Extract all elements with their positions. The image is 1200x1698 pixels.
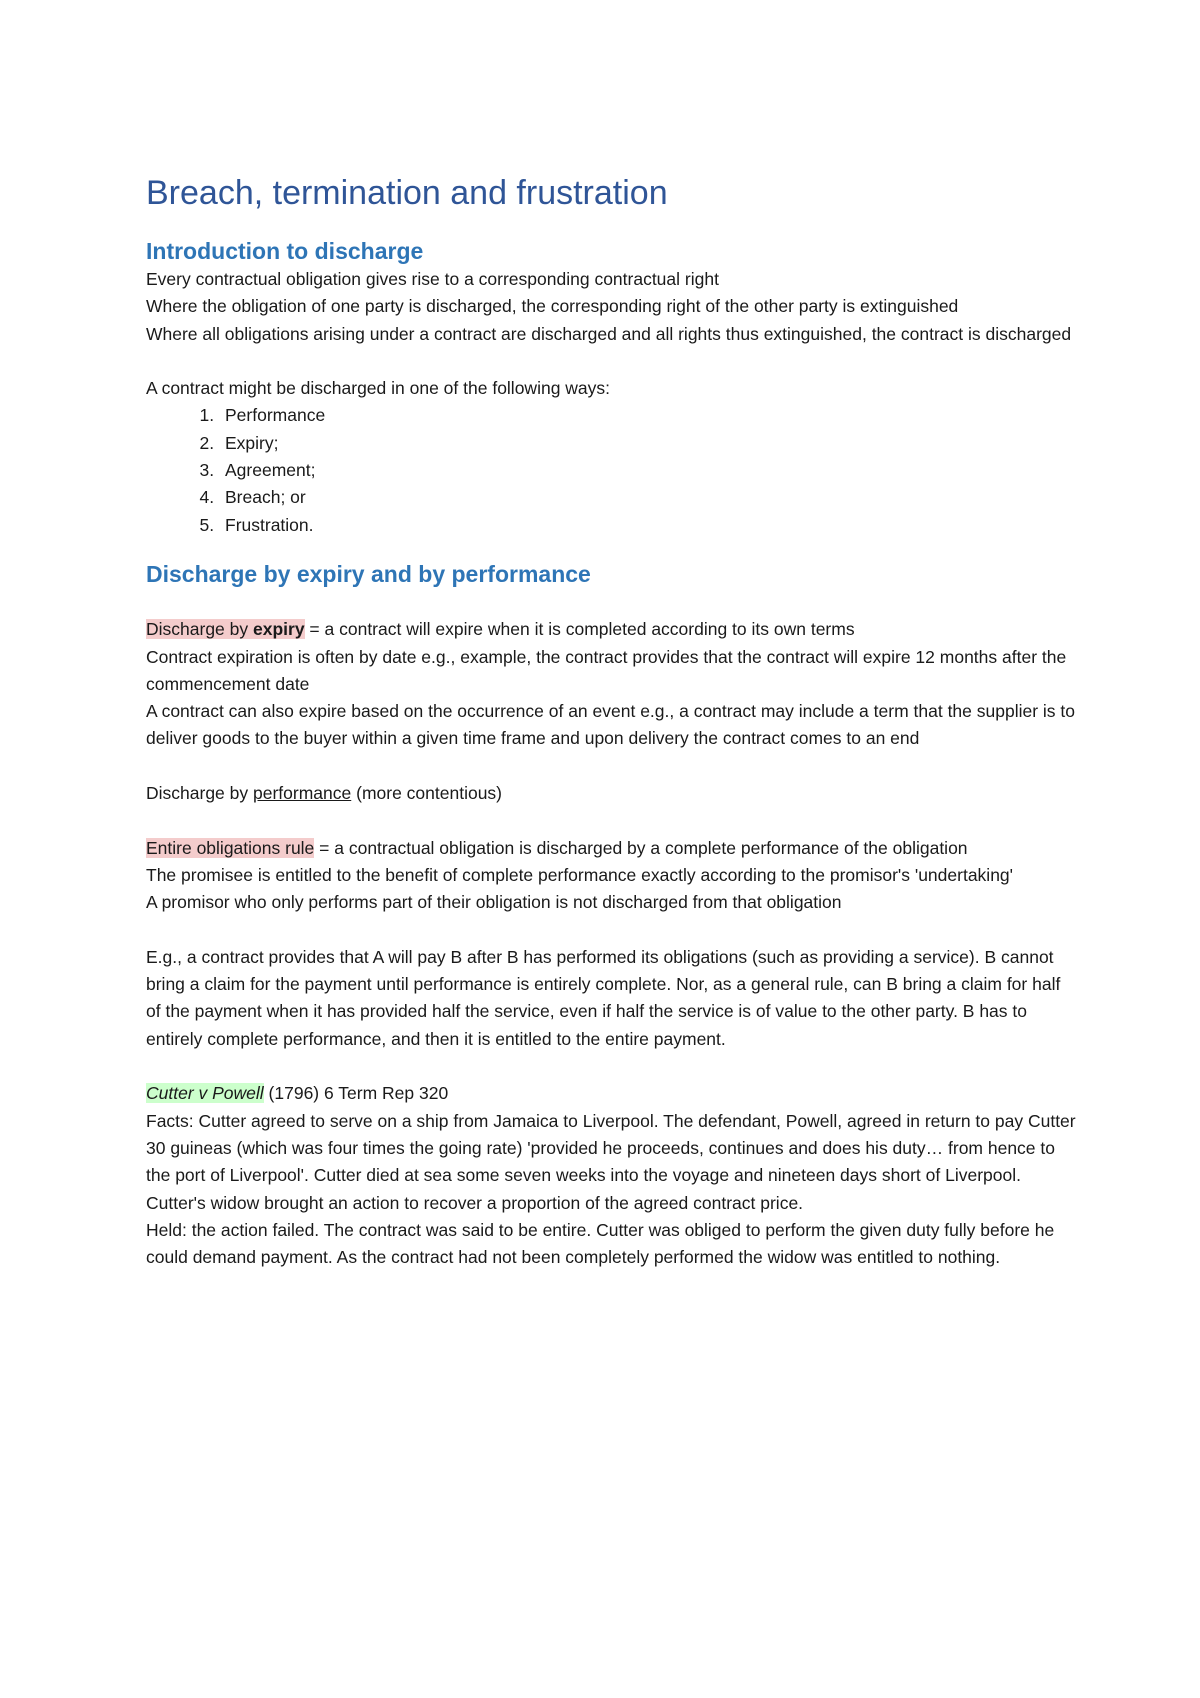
highlighted-term xyxy=(146,619,305,639)
document-page xyxy=(146,170,1076,1271)
list-item: 1. Performance xyxy=(219,402,1076,429)
spacer xyxy=(146,807,1076,834)
intro-paragraph-2: Where the obligation of one party is discharged, the corresponding right of the other party is extinguished xyxy=(146,296,959,317)
list-item: 3. Agreement; xyxy=(219,457,1076,484)
spacer xyxy=(146,753,1076,780)
definition-text: = a contractual obligation is discharged by a complete performance of the obligation xyxy=(314,837,968,858)
promisee-paragraph: The promisee is entitled to the benefit of complete performance exactly according to the promisor's 'undertaking' xyxy=(146,864,1014,885)
intro-paragraph-3: Where all obligations arising under a contract are discharged and all rights thus extinguished, the contract is discharged xyxy=(146,323,1072,344)
example-paragraph: E.g., a contract provides that A will pay B after B has performed its obligations (such as providing a service). B cannot bring a claim for the payment until performance is entirely complete. Nor, as a general rule, can B bring a claim for half of the payment when it has provided half the service, even if half the service is of value to the other party. B has to entirely complete performance, and then it is entitled to the entire payment. xyxy=(146,946,1061,1049)
highlighted-term: Entire obligations rule xyxy=(146,837,315,858)
term-keyword: expiry xyxy=(253,619,305,640)
spacer xyxy=(146,539,1076,549)
list-item: 4. Breach; or xyxy=(219,484,1076,511)
expiry-paragraph-2: Contract expiration is often by date e.g., example, the contract provides that the contract will expire 12 months after the commencement date xyxy=(146,646,1067,694)
discharge-methods-list xyxy=(146,402,1076,538)
list-item: 2. Expiry; xyxy=(219,430,1076,457)
list-lead: A contract might be discharged in one of the following ways: xyxy=(146,378,611,399)
definition-text: = a contract will expire when it is completed according to its own terms xyxy=(304,619,855,640)
heading-introduction: Introduction to discharge xyxy=(146,238,424,264)
case-heading xyxy=(146,1080,1076,1107)
spacer xyxy=(146,589,1076,616)
promisor-paragraph: A promisor who only performs part of their obligation is not discharged from that obligation xyxy=(146,892,842,913)
heading-expiry-performance: Discharge by expiry and by performance xyxy=(146,560,591,587)
expiry-paragraph-3: A contract can also expire based on the occurrence of an event e.g., a contract may include a term that the supplier is to deliver goods to the buyer within a given time frame and upon delivery the contract comes to an end xyxy=(146,701,1075,749)
case-facts: Facts: Cutter agreed to serve on a ship from Jamaica to Liverpool. The defendant, Powell, agreed in return to pay Cutter 30 guineas (which was four times the going rate) 'provided he proceeds, continues and does his duty… from hence to the port of Liverpool'. Cutter died at sea some seven weeks into the voyage and nineteen days short of Liverpool. Cutter's widow brought an action to recover a proportion of the agreed contract price. xyxy=(146,1110,1076,1213)
spacer xyxy=(146,917,1076,944)
intro-paragraph-1: Every contractual obligation gives rise to a corresponding contractual right xyxy=(146,269,719,289)
term-prefix: Discharge by xyxy=(146,619,253,640)
case-held: Held: the action failed. The contract was said to be entire. Cutter was obliged to perform the given duty fully before he could demand payment. As the contract had not been completely performed the widow was entitled to nothing. xyxy=(146,1219,1055,1268)
case-name: Cutter v Powell xyxy=(146,1083,264,1104)
performance-suffix: (more contentious) xyxy=(351,783,503,804)
case-citation: (1796) 6 Term Rep 320 xyxy=(263,1083,449,1104)
performance-line xyxy=(146,780,1076,807)
expiry-definition xyxy=(146,616,1076,643)
spacer xyxy=(146,1053,1076,1080)
list-item: 5. Frustration. xyxy=(219,512,1076,539)
document-title: Breach, termination and frustration xyxy=(146,174,668,212)
performance-keyword: performance xyxy=(253,783,352,804)
entire-obligations-definition xyxy=(146,835,1076,862)
spacer xyxy=(146,549,1076,559)
performance-prefix: Discharge by xyxy=(146,783,253,804)
spacer xyxy=(146,348,1076,375)
